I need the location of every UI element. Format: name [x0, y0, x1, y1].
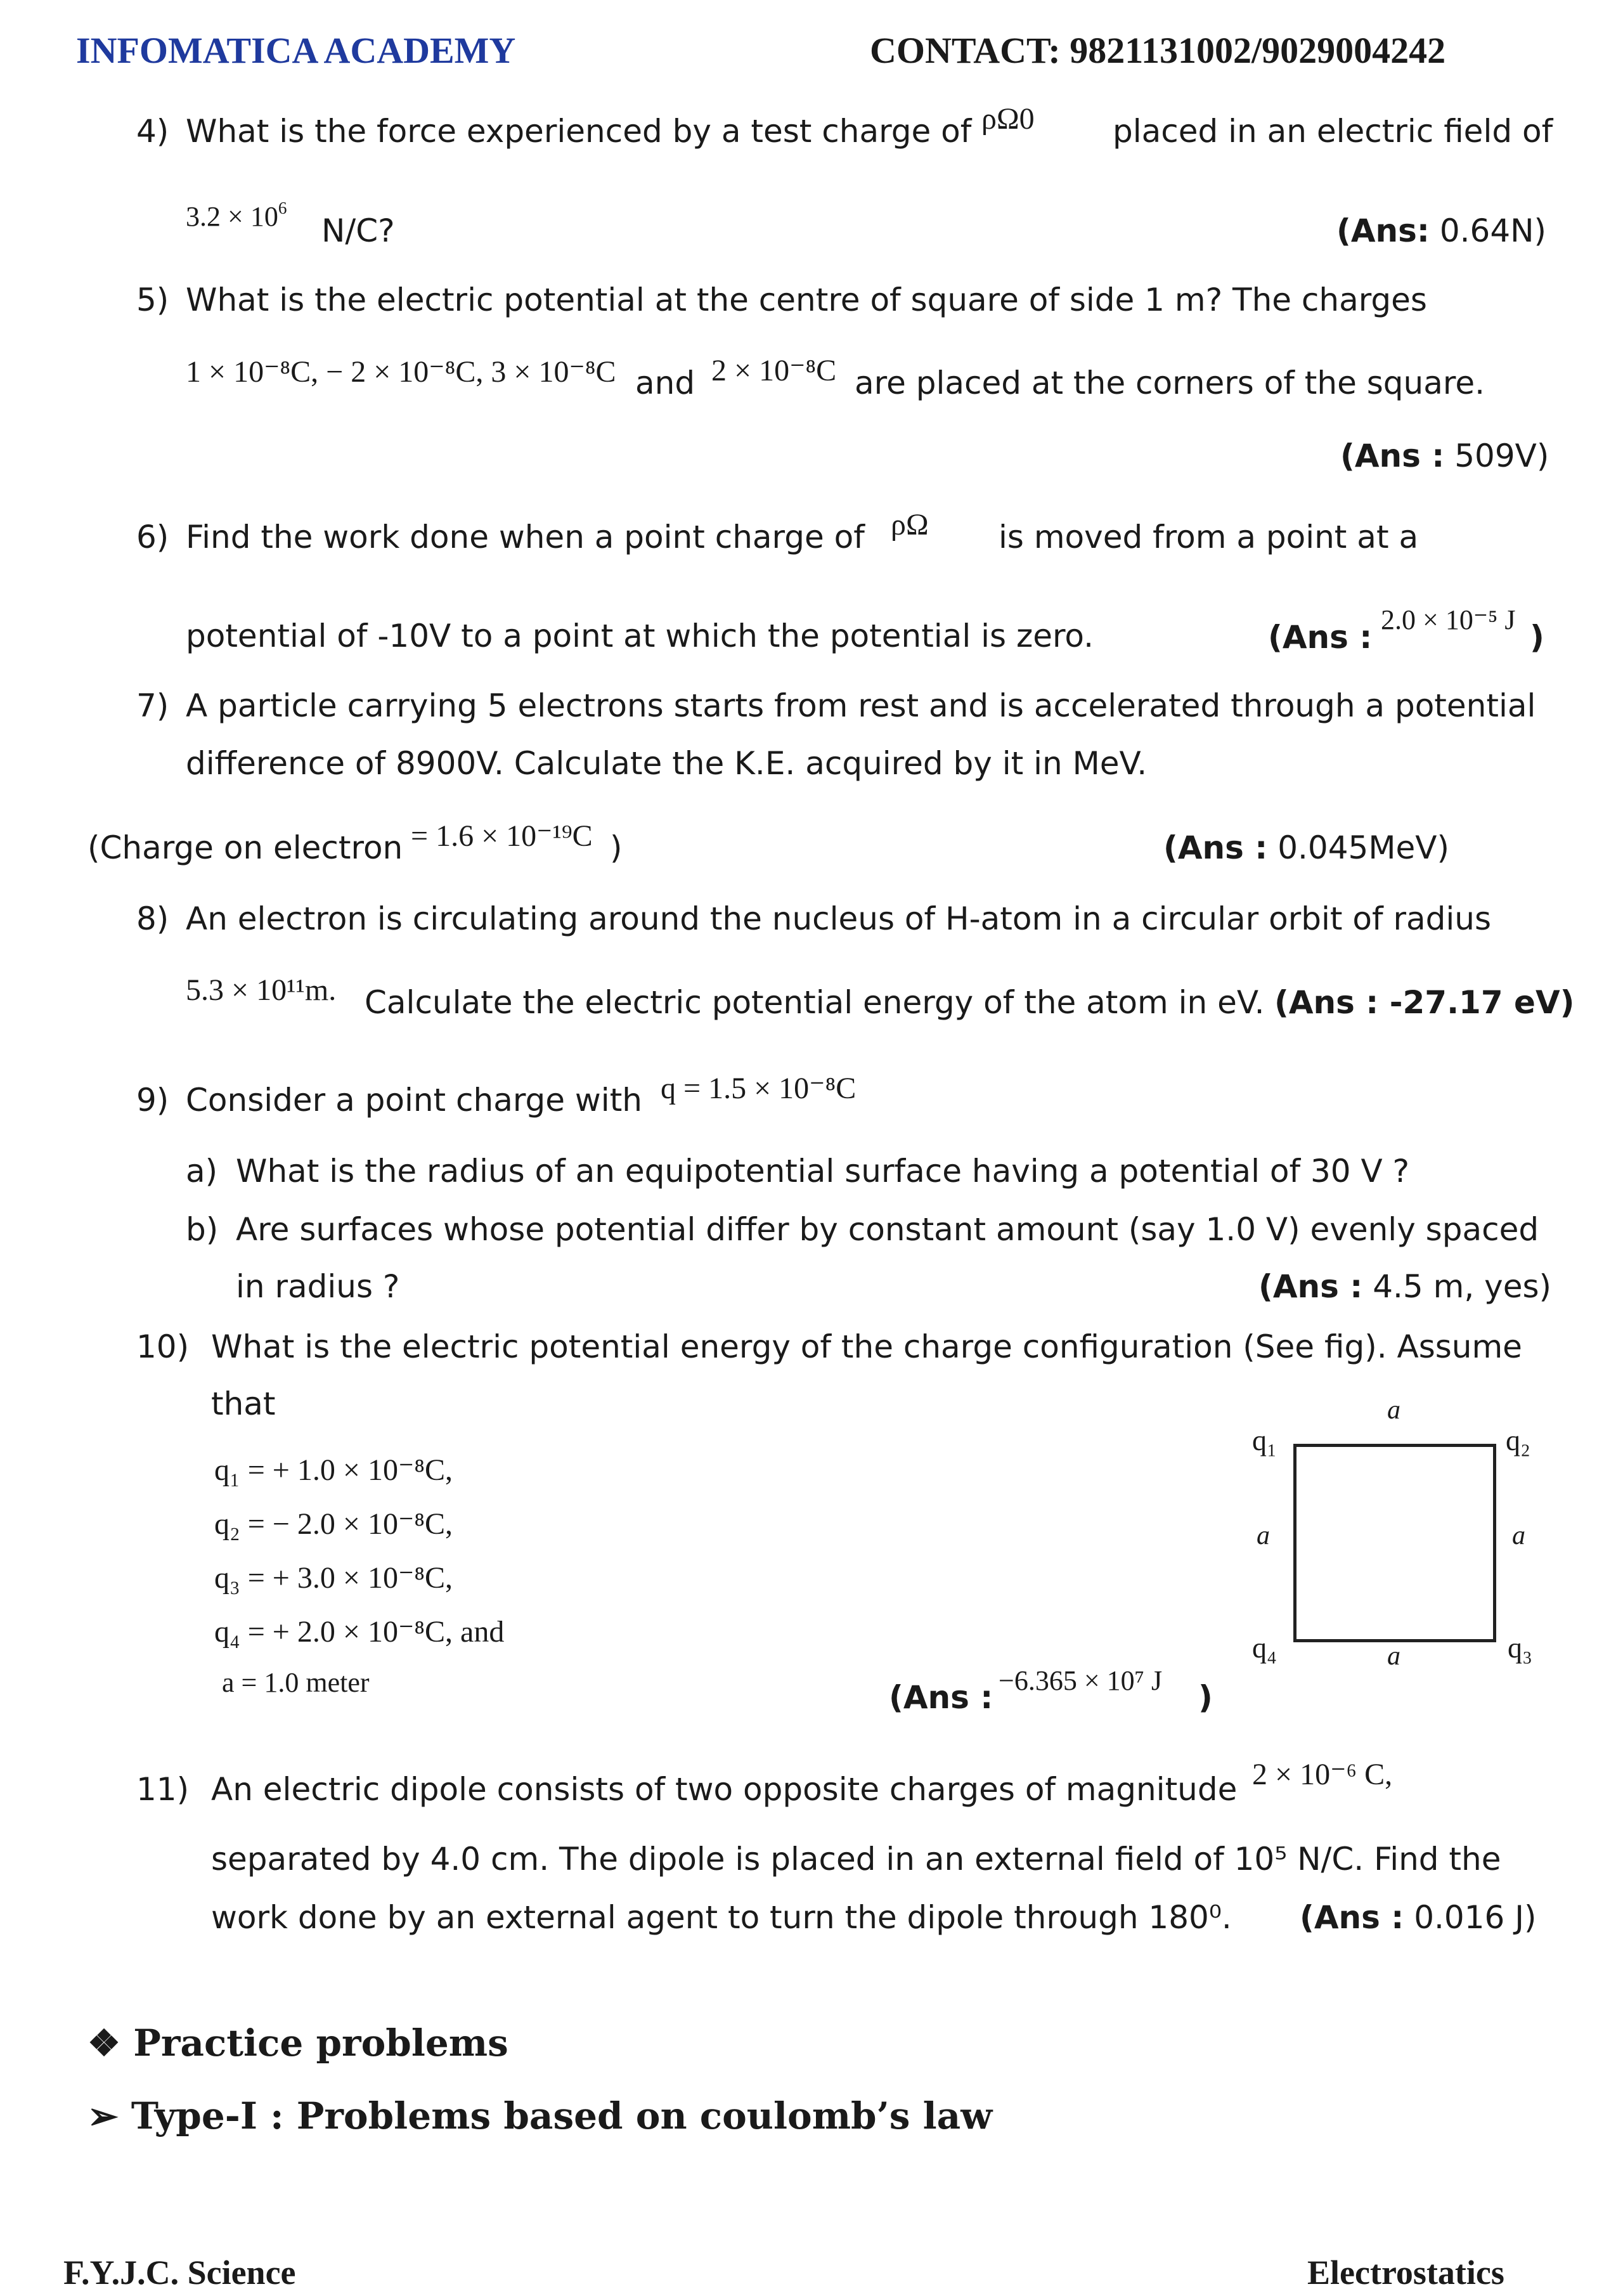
q6-line1b: is moved from a point at a [999, 519, 1419, 555]
q9a-text: What is the radius of an equipotential surface having a potential of 30 V ? [236, 1153, 1410, 1190]
q6-charge: ρΩ [891, 508, 929, 542]
q4-number: 4) [136, 113, 169, 150]
figure-right-side-label: a [1512, 1521, 1525, 1550]
q6-line1a: Find the work done when a point charge of [186, 519, 865, 555]
q5-number: 5) [136, 282, 169, 318]
q7-note: (Charge on electron [87, 829, 403, 866]
q9b-label: b) [186, 1211, 219, 1248]
q4-charge: ρΩ0 [981, 102, 1035, 136]
q6-number: 6) [136, 519, 169, 555]
q10-line1: What is the electric potential energy of the charge configuration (See fig). Assume [211, 1328, 1522, 1365]
type1-heading [87, 2094, 992, 2137]
footer-chapter: Electrostatics [1307, 2254, 1504, 2292]
q10-q3: q₃ = + 3.0 × 10⁻⁸C, [214, 1561, 453, 1595]
arrow-bullet-icon: ➢ [87, 2094, 119, 2137]
figure-top-side-label: a [1387, 1396, 1400, 1425]
q6-answer-label: (Ans : [1268, 619, 1373, 656]
q9-charge: q = 1.5 × 10⁻⁸C [661, 1072, 857, 1105]
q9-number: 9) [136, 1082, 169, 1119]
q9b-text: Are surfaces whose potential differ by constant amount (say 1.0 V) evenly spaced [236, 1211, 1539, 1248]
q10-answer-close: ) [1198, 1679, 1213, 1716]
q10-number: 10) [136, 1328, 190, 1365]
q6-answer-value: 2.0 × 10⁻⁵ J [1381, 604, 1516, 635]
q8-number: 8) [136, 900, 169, 937]
q4-field-unit: N/C? [321, 212, 395, 249]
q8-answer: (Ans : -27.17 eV) [1274, 984, 1575, 1021]
contact-info: CONTACT: 9821131002/9029004242 [870, 30, 1446, 71]
q5-charge4: 2 × 10⁻⁸C [711, 354, 837, 387]
practice-heading [87, 2021, 508, 2065]
figure-corner-q2: q₂ [1506, 1424, 1531, 1456]
footer-class: F.Y.J.C. Science [63, 2254, 296, 2292]
q10-q2: q₂ = − 2.0 × 10⁻⁸C, [214, 1507, 453, 1541]
figure-corner-q3: q₃ [1508, 1631, 1533, 1664]
q6-line2: potential of -10V to a point at which the potential is zero. [186, 618, 1094, 654]
practice-title: Practice problems [133, 2021, 508, 2065]
q7-note-math: = 1.6 × 10⁻¹⁹C [411, 819, 593, 853]
q9-answer: (Ans : 4.5 m, yes) [1258, 1268, 1552, 1305]
q9a-label: a) [186, 1153, 218, 1190]
academy-title: INFOMATICA ACADEMY [76, 30, 516, 71]
q5-answer: (Ans : 509V) [1340, 438, 1549, 474]
q11-line1: An electric dipole consists of two opposite charges of magnitude [211, 1771, 1238, 1808]
q10-answer-label: (Ans : [889, 1679, 993, 1716]
q10-answer-value: −6.365 × 10⁷ J [999, 1665, 1163, 1696]
q5-line2b: are placed at the corners of the square. [855, 365, 1485, 401]
q11-line2: separated by 4.0 cm. The dipole is placed in an external field of 10⁵ N/C. Find the [211, 1841, 1501, 1878]
q6-answer-close: ) [1530, 619, 1544, 656]
type1-title: Type-I : Problems based on coulomb’s law [131, 2094, 993, 2137]
diamond-bullet-icon: ❖ [87, 2021, 120, 2065]
q7-note-close: ) [610, 829, 623, 866]
q10-a: a = 1.0 meter [222, 1667, 370, 1698]
q11-line3: work done by an external agent to turn the dipole through 180⁰. [211, 1899, 1232, 1936]
q10-q4: q₄ = + 2.0 × 10⁻⁸C, and [214, 1615, 505, 1649]
q9-line1: Consider a point charge with [186, 1082, 642, 1119]
q4-line1b: placed in an electric field of [1113, 113, 1553, 150]
square-diagram [1293, 1444, 1496, 1642]
q8-radius: 5.3 × 10¹¹m. [186, 973, 337, 1007]
figure-left-side-label: a [1257, 1521, 1270, 1550]
q7-answer: (Ans : 0.045MeV) [1163, 829, 1449, 866]
q10-line2: that [211, 1385, 276, 1422]
q5-charges: 1 × 10⁻⁸C, − 2 × 10⁻⁸C, 3 × 10⁻⁸C [186, 355, 616, 389]
q10-q1: q₁ = + 1.0 × 10⁻⁸C, [214, 1453, 453, 1487]
figure-corner-q1: q₁ [1252, 1424, 1277, 1456]
q4-field: $3.2 \times 10^6$ [186, 198, 287, 232]
q8-line1: An electron is circulating around the nucleus of H-atom in a circular orbit of radius [186, 900, 1492, 937]
q7-line1: A particle carrying 5 electrons starts from rest and is accelerated through a potential [186, 687, 1536, 724]
q4-line1a: What is the force experienced by a test charge of [186, 113, 972, 150]
q7-number: 7) [136, 687, 169, 724]
q9b-text2: in radius ? [236, 1268, 400, 1305]
q5-line1: What is the electric potential at the centre of square of side 1 m? The charges [186, 282, 1427, 318]
figure-corner-q4: q₄ [1252, 1631, 1277, 1664]
q11-number: 11) [136, 1771, 190, 1808]
figure-bottom-side-label: a [1387, 1642, 1400, 1671]
q11-answer: (Ans : 0.016 J) [1300, 1899, 1537, 1936]
q7-line2: difference of 8900V. Calculate the K.E. acquired by it in MeV. [186, 745, 1148, 782]
q5-and: and [635, 365, 695, 401]
q11-charge: 2 × 10⁻⁶ C, [1252, 1758, 1393, 1791]
q4-answer: (Ans: 0.64N) [1336, 212, 1547, 249]
q8-line2b: Calculate the electric potential energy of the atom in eV. [365, 984, 1265, 1021]
